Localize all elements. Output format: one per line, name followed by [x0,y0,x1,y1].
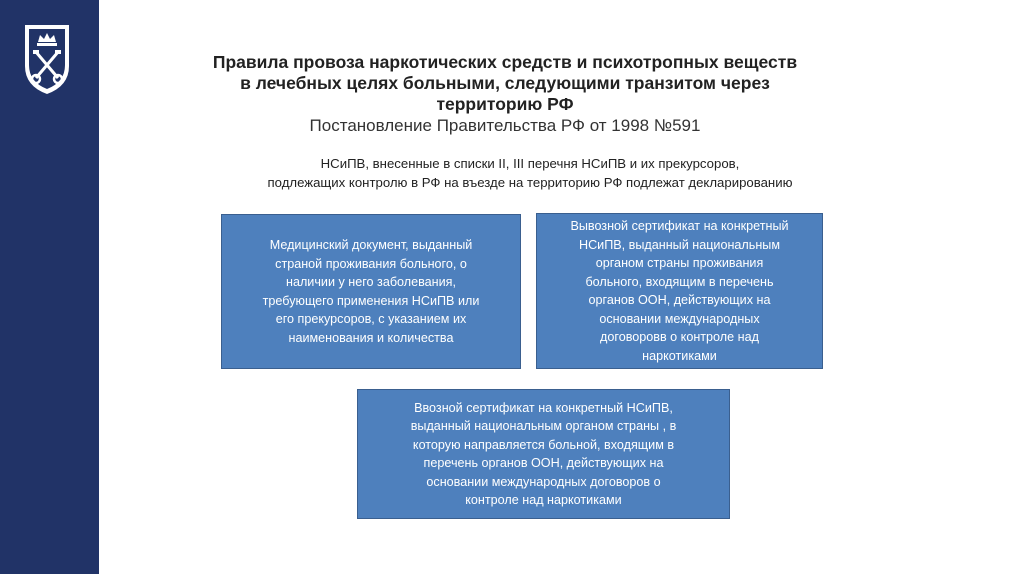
box-line: страной проживания больного, о [275,256,467,271]
decree-reference: Постановление Правительства РФ от 1998 №591 [309,116,701,135]
box-line: НСиПВ, выданный национальным [578,237,780,252]
box-line: Ввозной сертификат на конкретный НСиПВ, [414,400,673,415]
box-line: наличии у него заболевания, [286,275,456,289]
title-line-1: Правила провоза наркотических средств и психотропных веществ [212,52,798,72]
medical-document-box [221,214,521,369]
box-line: основании международных договоров о [426,474,661,489]
box-line: наименования и количества [288,330,454,345]
box-line: органом страны проживания [595,256,764,270]
box-line: перечень органов ООН, действующих на [423,456,664,470]
declaration-note-line-1: НСиПВ, внесенные в списки II, III перечня НСиПВ и их прекурсоров, [320,156,740,171]
box-line: которую направляется больной, входящим в [412,437,675,452]
box-line: требующего применения НСиПВ или [262,293,480,308]
title-line-2: в лечебных целях больными, следующими транзитом через [240,73,770,93]
box-line: Вывозной сертификат на конкретный [570,219,789,233]
box-line: больного, входящим в перечень [585,274,774,289]
export-certificate-box [536,213,823,369]
declaration-note [210,154,850,192]
sidebar [0,0,99,574]
box-line: основании международных [599,311,760,326]
box-line: органов ООН, действующих на [588,293,771,307]
slide-title [150,52,860,137]
box-line: договоровв о контроле над [600,330,759,344]
import-certificate-box [357,389,730,519]
box-line: наркотиками [642,348,717,363]
box-line: контроле над наркотиками [465,493,622,507]
box-line: выданный национальным органом страны , в [410,419,677,433]
box-line: Медицинский документ, выданный [269,238,473,252]
declaration-note-line-2: подлежащих контролю в РФ на въезде на территорию РФ подлежат декларированию [267,175,793,190]
title-line-3: территорию РФ [436,94,574,114]
box-line: его прекурсоров, с указанием их [275,312,467,326]
coat-of-arms-keys-icon [22,22,72,96]
